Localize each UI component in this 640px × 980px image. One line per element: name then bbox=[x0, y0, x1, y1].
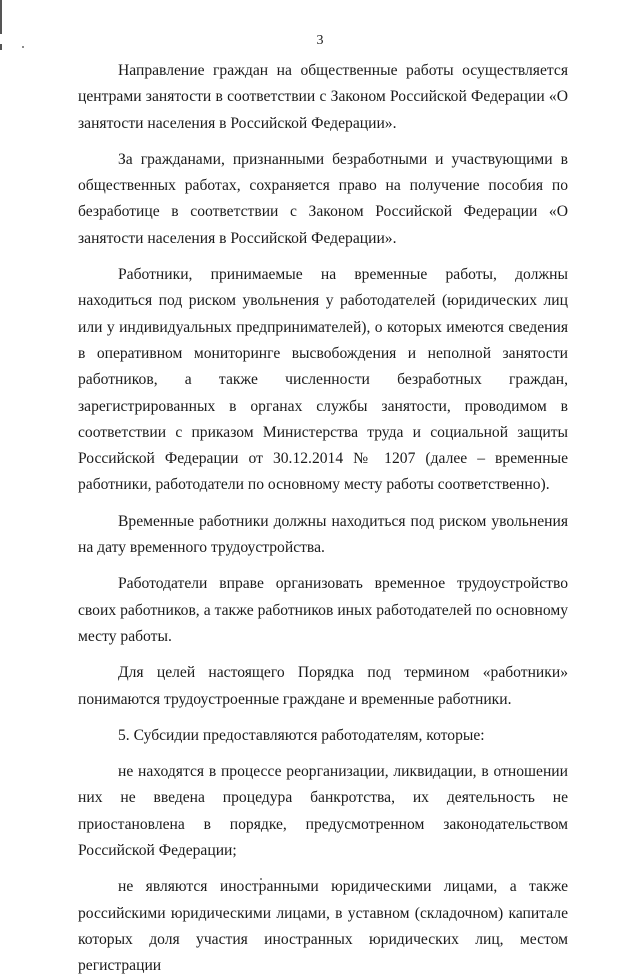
scan-edge-mark-top bbox=[0, 0, 2, 34]
paragraph-not-in-reorganization: не находятся в процессе реорганизации, ликвидации, в отношении них не введена процедура банкротства, их деятельность не приостановлена в порядке, предусмотренном законодательством Российской Федерации; bbox=[78, 763, 568, 860]
paragraph-not-foreign-entities: не являются иностранными юридическими лицами, а также российскими юридическими лицами, в уставном (складочном) капитале которых доля участия иностранных юридических лиц, местом регистрации bbox=[78, 878, 568, 975]
paragraph-public-works-direction: Направление граждан на общественные работы осуществляется центрами занятости в соответствии с Законом Российской Федерации «О занятости населения в Российской Федерации». bbox=[78, 62, 568, 132]
paragraph-unemployment-benefit: За гражданами, признанными безработными и участвующими в общественных работах, сохраняется право на получение пособия по безработице в соответствии с Законом Российской Федерации «О занятости населения в Российской Федерации». bbox=[78, 150, 568, 247]
paragraph-workers-term: Для целей настоящего Порядка под термином «работники» понимаются трудоустроенные граждане и временные работники. bbox=[78, 664, 568, 708]
paragraph-dismissal-risk: Временные работники должны находиться под риском увольнения на дату временного трудоустройства. bbox=[78, 512, 568, 557]
paragraph-employers-right: Работодатели вправе организовать временное трудоустройство своих работников, а также работников иных работодателей по основному месту работы. bbox=[78, 575, 568, 645]
document-body bbox=[78, 58, 568, 980]
paragraph-temporary-workers: Работники, принимаемые на временные работы, должны находиться под риском увольнения у работодателей (юридических лиц или у индивидуальных предпринимателей), о которых имеются сведения в оперативном мониторинге высвобождения и неполной занятости работников, а также численности безработных граждан, зарегистрированных в органах службы занятости, проводимом в соответствии с приказом Министерства труда и социальной защиты Российской Федерации от 30.12.2014 № 1207 (далее – временные работники, работодатели по основному месту работы соответственно). bbox=[78, 266, 568, 494]
page-number: 3 bbox=[316, 33, 324, 48]
paragraph-subsidies-item-5: 5. Субсидии предоставляются работодателям, которые: bbox=[118, 726, 485, 744]
